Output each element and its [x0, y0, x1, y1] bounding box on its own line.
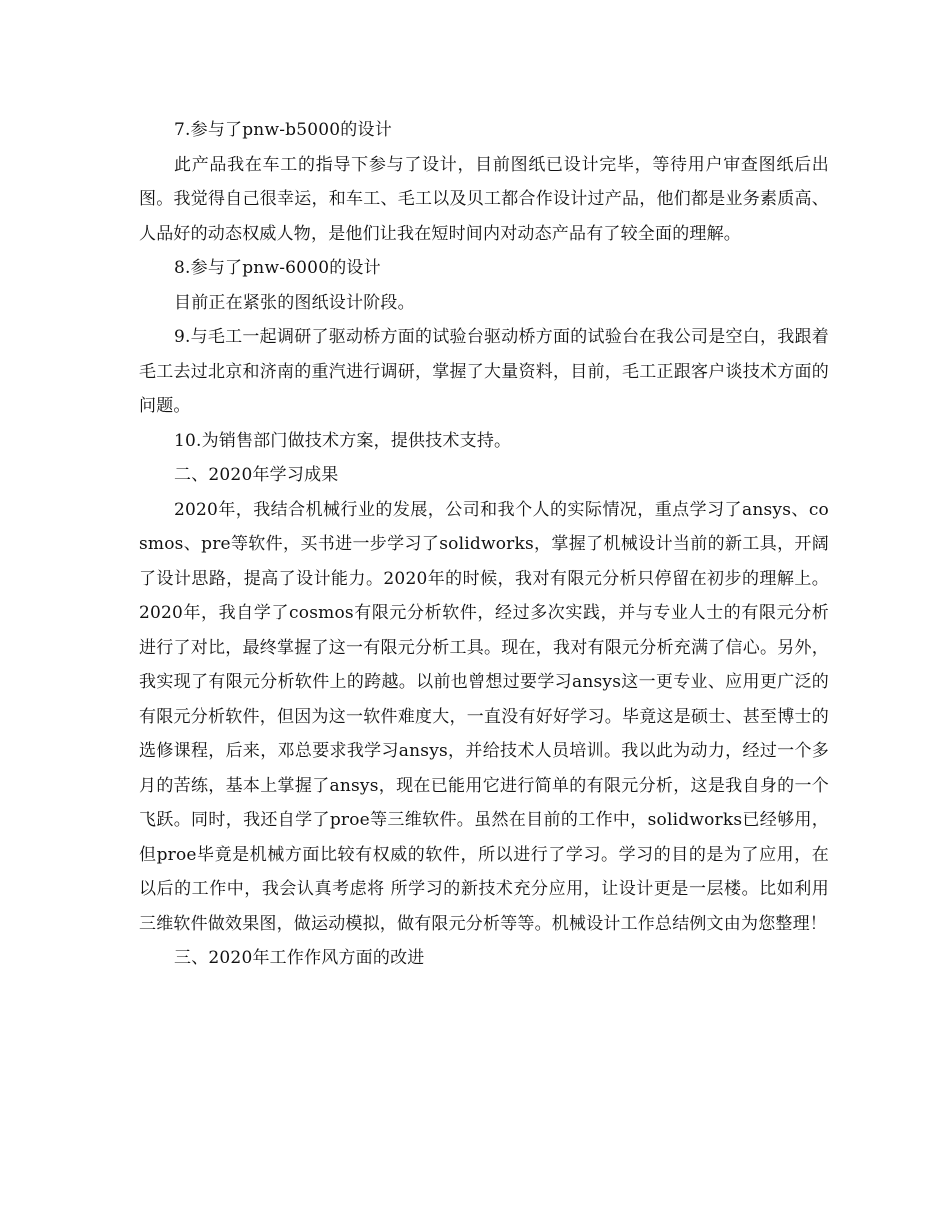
section-2-body: 2020年，我结合机械行业的发展，公司和我个人的实际情况，重点学习了ansys、cosmos、pre等软件，买书进一步学习了solidworks，掌握了机械设计当前的新工具，开阔了设计思路，提高了设计能力。2020年的时候，我对有限元分析只停留在初步的理解上。2020年，我自学了cosmos有限元分析软件，经过多次实践，并与专业人士的有限元分析进行了对比，最终掌握了这一有限元分析工具。现在，我对有限元分析充满了信心。另外，我实现了有限元分析软件上的跨越。以前也曾想过要学习ansys这一更专业、应用更广泛的有限元分析软件，但因为这一软件难度大，一直没有好好学习。毕竟这是硕士、甚至博士的选修课程，后来，邓总要求我学习ansys，并给技术人员培训。我以此为动力，经过一个多月的苦练，基本上掌握了ansys，现在已能用它进行简单的有限元分析，这是我自身的一个飞跃。同时，我还自学了proe等三维软件。虽然在目前的工作中，solidworks已经够用，但proe毕竟是机械方面比较有权威的软件，所以进行了学习。学习的目的是为了应用，在以后的工作中，我会认真考虑将 所学习的新技术充分应用，让设计更是一层楼。比如利用三维软件做效果图，做运动模拟，做有限元分析等等。机械设计工作总结例文由为您整理！ [139, 499, 829, 934]
section-3-heading: 三、2020年工作作风方面的改进 [174, 948, 425, 968]
item-7-body: 此产品我在车工的指导下参与了设计，目前图纸已设计完毕，等待用户审查图纸后出图。我觉得自己很幸运，和车工、毛工以及贝工都合作设计过产品，他们都是业务素质高、人品好的动态权威人物，是他们让我在短时间内对动态产品有了较全面的理解。 [139, 154, 829, 244]
item-8-heading: 8.参与了pnw-6000的设计 [174, 258, 381, 278]
item-9-body: 9.与毛工一起调研了驱动桥方面的试验台驱动桥方面的试验台在我公司是空白，我跟着毛工去过北京和济南的重汽进行调研，掌握了大量资料，目前，毛工正跟客户谈技术方面的问题。 [139, 327, 829, 416]
document-body [139, 113, 829, 976]
item-7-heading: 7.参与了pnw-b5000的设计 [174, 120, 392, 140]
section-2-heading: 二、2020年学习成果 [174, 465, 339, 485]
item-8-body: 目前正在紧张的图纸设计阶段。 [174, 292, 415, 313]
item-10-body: 10.为销售部门做技术方案，提供技术支持。 [174, 430, 512, 451]
